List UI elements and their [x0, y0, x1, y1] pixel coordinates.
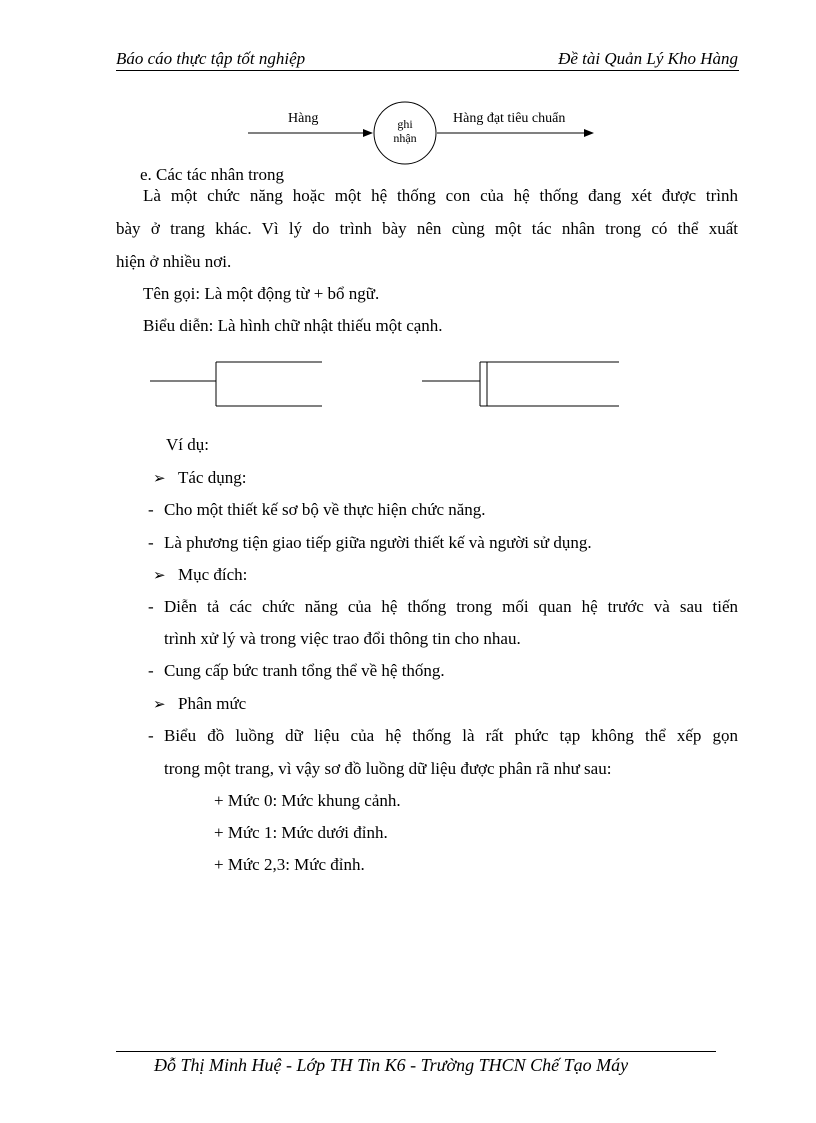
name-definition: Tên gọi: Là một động từ + bổ ngữ. [143, 284, 380, 303]
list-item: Biểu đồ luồng dữ liệu của hệ thống là rất phức tạp không thể xếp gọn [164, 726, 738, 745]
footer-divider [116, 1051, 716, 1052]
output-flow-label: Hàng đạt tiêu chuẩn [453, 111, 566, 126]
open-rectangle-shape-1 [150, 362, 322, 406]
list-item-continuation: trình xử lý và trong việc trao đổi thông tin cho nhau. [164, 629, 521, 648]
bullet-heading-purpose-use: Tác dụng: [178, 468, 247, 487]
arrow-bullet-icon: ➢ [153, 471, 166, 487]
level-item: + Mức 1: Mức dưới đỉnh. [214, 823, 388, 842]
dash-bullet: - [148, 500, 154, 519]
representation-definition: Biểu diễn: Là hình chữ nhật thiếu một cạnh. [143, 316, 443, 335]
arrow-bullet-icon: ➢ [153, 568, 166, 584]
dash-bullet: - [148, 533, 154, 552]
list-item-continuation: trong một trang, vì vậy sơ đồ luồng dữ liệu được phân rã như sau: [164, 759, 612, 778]
list-item: Cung cấp bức tranh tổng thể về hệ thống. [164, 661, 445, 680]
paragraph-line: Là một chức năng hoặc một hệ thống con của hệ thống đang xét được trình [143, 186, 738, 205]
process-label-line2: nhận [393, 131, 417, 145]
section-heading: e. Các tác nhân trong [140, 165, 284, 184]
dash-bullet: - [148, 661, 154, 680]
footer-author-info: Đỗ Thị Minh Huệ - Lớp TH Tin K6 - Trường THCN Chế Tạo Máy [154, 1055, 629, 1075]
arrow-bullet-icon: ➢ [153, 697, 166, 713]
paragraph-line: bày ở trang khác. Vì lý do trình bày nên cùng một tác nhân trong có thể xuất [116, 219, 738, 238]
dash-bullet: - [148, 726, 154, 745]
internal-actor-shapes [0, 350, 816, 420]
list-item: Cho một thiết kế sơ bộ về thực hiện chức năng. [164, 500, 486, 519]
header-topic-title: Đề tài Quản Lý Kho Hàng [558, 49, 738, 68]
bullet-heading-objective: Mục đích: [178, 565, 248, 584]
open-rectangle-shape-2 [422, 362, 619, 406]
level-item: + Mức 0: Mức khung cảnh. [214, 791, 401, 810]
process-flow-diagram [0, 0, 816, 180]
level-item: + Mức 2,3: Mức đỉnh. [214, 855, 365, 874]
input-flow-label: Hàng [288, 111, 319, 126]
bullet-heading-levels: Phân mức [178, 694, 247, 713]
paragraph-line: hiện ở nhiều nơi. [116, 252, 232, 271]
list-item: Là phương tiện giao tiếp giữa người thiết kế và người sử dụng. [164, 533, 592, 552]
example-label: Ví dụ: [166, 435, 209, 454]
header-report-title: Báo cáo thực tập tốt nghiệp [116, 49, 306, 68]
process-label-line1: ghi [397, 117, 413, 131]
list-item: Diễn tả các chức năng của hệ thống trong mối quan hệ trước và sau tiến [164, 597, 738, 616]
dash-bullet: - [148, 597, 154, 616]
